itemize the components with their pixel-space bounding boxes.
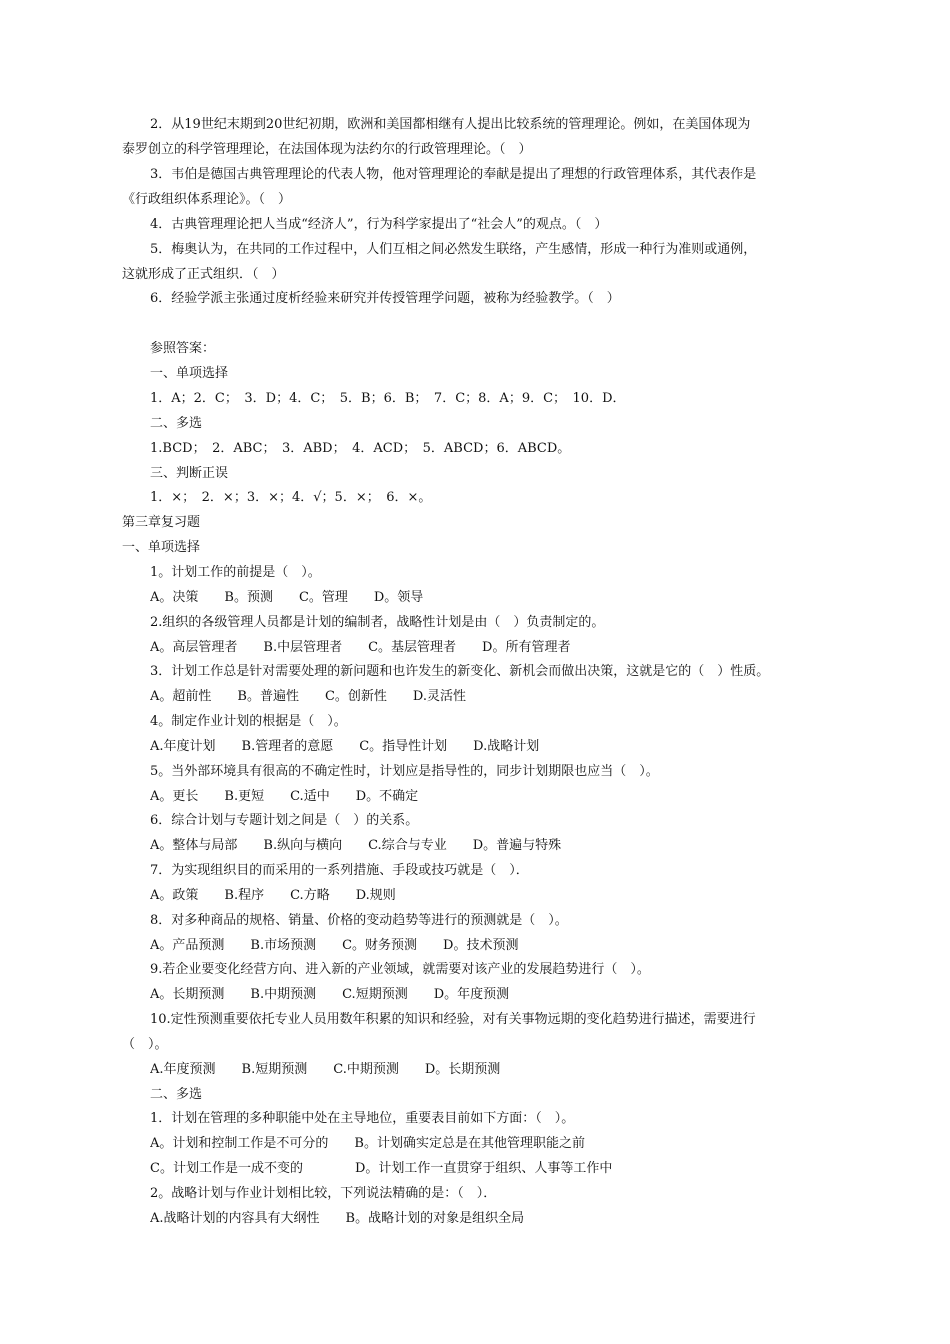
text-line: A。计划和控制工作是不可分的 B。计划确实定总是在其他管理职能之前 xyxy=(150,1136,585,1151)
text-line: A。整体与局部 B.纵向与横向 C.综合与专业 D。普遍与特殊 xyxy=(150,838,562,853)
text-line: 3．计划工作总是针对需要处理的新问题和也许发生的新变化、新机会而做出决策，这就是它的（ ）性质。 xyxy=(150,664,770,679)
text-line: 泰罗创立的科学管理理论，在法国体现为法约尔的行政管理理论。（ ） xyxy=(122,142,532,157)
text-line: C。计划工作是一成不变的 D。计划工作一直贯穿于组织、人事等工作中 xyxy=(150,1161,613,1176)
text-line: 2。战略计划与作业计划相比较，下列说法精确的是：（ ）． xyxy=(150,1186,497,1201)
text-line: 10.定性预测重要依托专业人员用数年积累的知识和经验，对有关事物远期的变化趋势进行描述，需要进行 xyxy=(150,1012,756,1027)
text-line: A。高层管理者 B.中层管理者 C。基层管理者 D。所有管理者 xyxy=(150,640,571,655)
text-line: 4．古典管理理论把人当成“经济人”，行为科学家提出了“社会人”的观点。（ ） xyxy=(150,217,608,232)
text-line: A。产品预测 B.市场预测 C。财务预测 D。技术预测 xyxy=(150,938,519,953)
text-line: 一、单项选择 xyxy=(122,540,201,555)
text-line: 一、单项选择 xyxy=(150,366,229,381)
text-line: 1．计划在管理的多种职能中处在主导地位，重要表目前如下方面：（ ）。 xyxy=(150,1111,575,1126)
text-line: A。决策 B。预测 C。管理 D。领导 xyxy=(150,590,424,605)
text-line: A。政策 B.程序 C.方略 D.规则 xyxy=(150,888,396,903)
text-line: 1．×； 2．×；3．×；4．√；5．×； 6．×。 xyxy=(150,490,432,505)
text-line: 9.若企业要变化经营方向、进入新的产业领域，就需要对该产业的发展趋势进行（ ）。 xyxy=(150,962,650,977)
text-line: 2.组织的各级管理人员都是计划的编制者，战略性计划是由（ ）负责制定的。 xyxy=(150,615,605,630)
text-line: 1．A；2．C； 3．D；4．C； 5．B；6．B； 7．C；8．A；9．C； 10．D． xyxy=(150,391,626,406)
text-line: 第三章复习题 xyxy=(122,515,201,530)
text-line: 6．综合计划与专题计划之间是（ ）的关系。 xyxy=(150,813,419,828)
text-line: 7．为实现组织目的而采用的一系列措施、手段或技巧就是（ ）． xyxy=(150,863,529,878)
text-line: 三、判断正误 xyxy=(150,466,229,481)
text-line: A.年度预测 B.短期预测 C.中期预测 D。长期预测 xyxy=(150,1062,501,1077)
text-line: 8．对多种商品的规格、销量、价格的变动趋势等进行的预测就是（ ）。 xyxy=(150,913,568,928)
text-line: 5。当外部环境具有很高的不确定性时，计划应是指导性的，同步计划期限也应当（ ）。 xyxy=(150,764,659,779)
text-line: A。超前性 B。普遍性 C。创新性 D.灵活性 xyxy=(150,689,466,704)
text-line: （ ）。 xyxy=(122,1037,168,1052)
text-line: 《行政组织体系理论》。（ ） xyxy=(122,192,292,207)
text-line: 4。制定作业计划的根据是（ ）。 xyxy=(150,714,347,729)
text-line: A.战略计划的内容具有大纲性 B。战略计划的对象是组织全局 xyxy=(150,1211,525,1226)
text-line: 这就形成了正式组织．（ ） xyxy=(122,267,285,282)
text-line: 1。计划工作的前提是（ ）。 xyxy=(150,565,321,580)
text-line: 二、多选 xyxy=(150,1087,203,1102)
text-line: 5．梅奥认为，在共同的工作过程中，人们互相之间必然发生联络，产生感情，形成一种行为准则或通例， xyxy=(150,242,757,257)
text-line: 二、多选 xyxy=(150,416,203,431)
text-line: 1.BCD； 2．ABC； 3．ABD； 4．ACD； 5．ABCD；6．ABCD。 xyxy=(150,441,571,456)
text-line: 参照答案： xyxy=(150,341,216,356)
text-line: 2．从19世纪末期到20世纪初期，欧洲和美国都相继有人提出比较系统的管理理论。例如，在美国体现为 xyxy=(150,117,751,132)
text-line: 6．经验学派主张通过度析经验来研究并传授管理学问题，被称为经验教学。（ ） xyxy=(150,291,620,306)
text-line: A。更长 B.更短 C.适中 D。不确定 xyxy=(150,789,419,804)
text-line: A.年度计划 B.管理者的意愿 C。指导性计划 D.战略计划 xyxy=(150,739,540,754)
text-line: 3．韦伯是德国古典管理理论的代表人物，他对管理理论的奉献是提出了理想的行政管理体系，其代表作是 xyxy=(150,167,757,182)
text-line: A。长期预测 B.中期预测 C.短期预测 D。年度预测 xyxy=(150,987,510,1002)
